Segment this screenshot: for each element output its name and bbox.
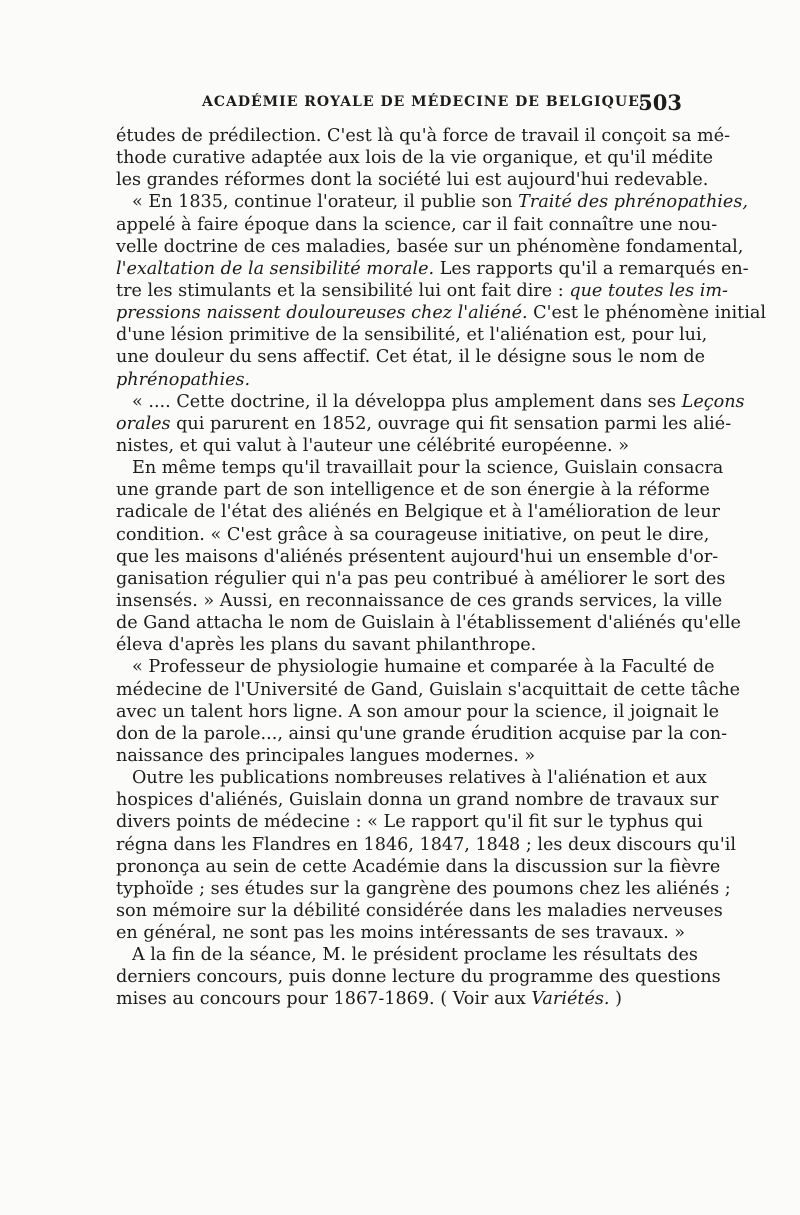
text-line: velle doctrine de ces maladies, basée sur un phénomène fondamental, [116,236,744,257]
text-line: en général, ne sont pas les moins intéressants de ses travaux. » [116,923,686,944]
text-line: régna dans les Flandres en 1846, 1847, 1848 ; les deux discours qu'il [116,834,736,855]
italic-text: orales [116,413,171,434]
text-run: « En 1835, continue l'orateur, il publie son [132,192,519,213]
text-line: « Professeur de physiologie humaine et comparée à la Faculté de [132,657,715,678]
text-line: médecine de l'Université de Gand, Guislain s'acquittait de cette tâche [116,679,741,700]
italic-text: Traité des phrénopathies, [518,192,748,213]
text-line [116,391,745,413]
text-line: naissance des principales langues modernes. » [116,745,536,766]
text-line [116,302,766,324]
text-run: ) [609,989,622,1010]
text-line [116,191,748,213]
running-header [116,92,682,116]
text-line: nistes, et qui valut à l'auteur une célébrité européenne. » [116,435,630,456]
text-line: insensés. » Aussi, en reconnaissance de ces grands services, la ville [116,590,723,611]
italic-text: que toutes les im- [569,280,728,301]
text-line: hospices d'aliénés, Guislain donna un grand nombre de travaux sur [116,790,719,811]
text-run: qui parurent en 1852, ouvrage qui fit sensation parmi les alié- [170,413,732,434]
text-line: son mémoire sur la débilité considérée dans les maladies nerveuses [116,900,723,921]
text-line: divers points de médecine : « Le rapport qu'il fit sur le typhus qui [116,812,703,833]
text-line [116,280,728,302]
italic-text: Leçons [681,391,745,412]
italic-text: phrénopathies. [116,369,251,390]
body-text [116,125,766,1011]
text-line: les grandes réformes dont la société lui est aujourd'hui redevable. [116,170,709,191]
text-run: tre les stimulants et la sensibilité lui ont fait dire : [116,280,570,301]
text-line: éleva d'après les plans du savant philanthrope. [116,635,537,656]
page-number: 503 [638,90,682,115]
text-run: Les rapports qu'il a remarqués en- [434,258,749,279]
italic-text: pressions naissent douloureuses chez l'aliéné. [116,303,528,324]
text-line: études de prédilection. C'est là qu'à force de travail il conçoit sa mé- [116,126,731,146]
text-line [116,369,682,391]
text-line: une grande part de son intelligence et de son énergie à la réforme [116,480,710,501]
text-line: derniers concours, puis donne lecture du programme des questions [116,967,721,988]
text-line: une douleur du sens affectif. Cet état, il le désigne sous le nom de [116,347,706,368]
text-run: C'est le phénomène initial [527,303,766,324]
italic-text: l'exaltation de la sensibilité morale. [116,258,435,279]
text-run: « .... Cette doctrine, il la développa plus amplement dans ses [132,391,682,412]
text-line: typhoïde ; ses études sur la gangrène des poumons chez les aliénés ; [116,878,731,899]
text-line: prononça au sein de cette Académie dans la discussion sur la fièvre [116,856,721,877]
text-line: condition. « C'est grâce à sa courageuse initiative, on peut le dire, [116,524,710,545]
text-line [116,258,749,280]
text-line: avec un talent hors ligne. A son amour pour la science, il joignait le [116,701,720,722]
text-line: appelé à faire époque dans la science, car il fait connaître une nou- [116,214,718,235]
text-line: Outre les publications nombreuses relatives à l'aliénation et aux [132,768,707,789]
text-line: thode curative adaptée aux lois de la vie organique, et qu'il médite [116,148,714,169]
text-run: mises au concours pour 1867-1869. ( Voir aux [116,989,532,1010]
text-line [116,413,732,435]
running-title: ACADÉMIE ROYALE DE MÉDECINE DE BELGIQUE. [202,94,646,110]
italic-text: Variétés. [531,989,610,1010]
text-line: radicale de l'état des aliénés en Belgique et à l'amélioration de leur [116,502,720,523]
text-line: d'une lésion primitive de la sensibilité, et l'aliénation est, pour lui, [116,325,708,346]
text-line: A la fin de la séance, M. le président proclame les résultats des [132,945,698,966]
text-line: ganisation régulier qui n'a pas peu contribué à améliorer le sort des [116,568,726,589]
text-line [116,988,682,1010]
text-line: de Gand attacha le nom de Guislain à l'établissement d'aliénés qu'elle [116,613,741,634]
text-line: don de la parole..., ainsi qu'une grande érudition acquise par la con- [116,723,728,744]
text-line: En même temps qu'il travaillait pour la science, Guislain consacra [132,458,724,479]
text-line: que les maisons d'aliénés présentent aujourd'hui un ensemble d'or- [116,546,719,567]
